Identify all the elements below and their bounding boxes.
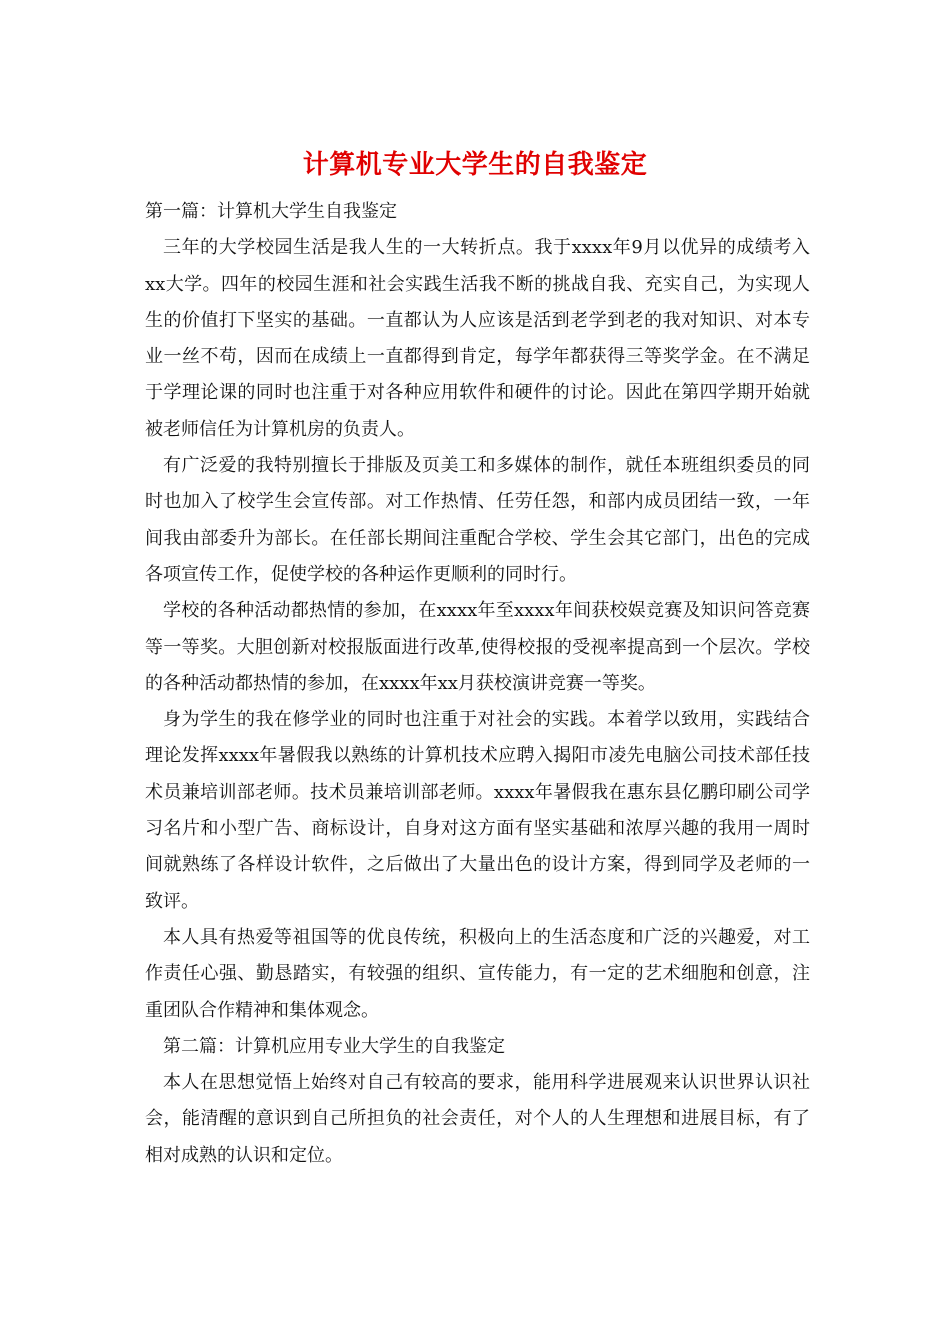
document-body <box>145 194 810 1174</box>
paragraph: 三年的大学校园生活是我人生的一大转折点。我于xxxx年9月以优异的成绩考入xx大学。四年的校园生涯和社会实践生活我不断的挑战自我、充实自己，为实现人生的价值打下坚实的基础。一直都认为人应该是活到老学到老的我对知识、对本专业一丝不苟，因而在成绩上一直都得到肯定，每学年都获得三等奖学金。在不满足于学理论课的同时也注重于对各种应用软件和硬件的讨论。因此在第四学期开始就被老师信任为计算机房的负责人。 <box>145 237 810 440</box>
paragraph: 学校的各种活动都热情的参加，在xxxx年至xxxx年间获校娱竞赛及知识问答竞赛等一等奖。大胆创新对校报版面进行改革,使得校报的受视率提高到一个层次。学校的各种活动都热情的参加，在xxxx年xx月获校演讲竞赛一等奖。 <box>145 600 810 694</box>
section-heading-1: 第一篇：计算机大学生自我鉴定 <box>145 201 397 222</box>
paragraph: 本人具有热爱等祖国等的优良传统，积极向上的生活态度和广泛的兴趣爱，对工作责任心强、勤恳踏实，有较强的组织、宣传能力，有一定的艺术细胞和创意，注重团队合作精神和集体观念。 <box>145 926 810 1021</box>
document-title: 计算机专业大学生的自我鉴定 <box>302 150 648 180</box>
section-heading-2: 第二篇：计算机应用专业大学生的自我鉴定 <box>163 1035 505 1057</box>
paragraph: 身为学生的我在修学业的同时也注重于对社会的实践。本着学以致用，实践结合理论发挥xxxx年暑假我以熟练的计算机技术应聘入揭阳市凌先电脑公司技术部任技术员兼培训部老师。技术员兼培训部老师。xxxx年暑假我在惠东县亿鹏印刷公司学习名片和小型广告、商标设计，自身对这方面有坚实基础和浓厚兴趣的我用一周时间就熟练了各样设计软件，之后做出了大量出色的设计方案，得到同学及老师的一致评。 <box>145 709 810 912</box>
paragraph: 本人在思想觉悟上始终对自己有较高的要求，能用科学进展观来认识世界认识社会，能清醒的意识到自己所担负的社会责任，对个人的人生理想和进展目标，有了相对成熟的认识和定位。 <box>145 1072 810 1166</box>
paragraph: 有广泛爱的我特别擅长于排版及页美工和多媒体的制作，就任本班组织委员的同时也加入了校学生会宣传部。对工作热情、任劳任怨，和部内成员团结一致，一年间我由部委升为部长。在任部长期间注重配合学校、学生会其它部门，出色的完成各项宣传工作，促使学校的各种运作更顺利的同时行。 <box>145 455 810 585</box>
